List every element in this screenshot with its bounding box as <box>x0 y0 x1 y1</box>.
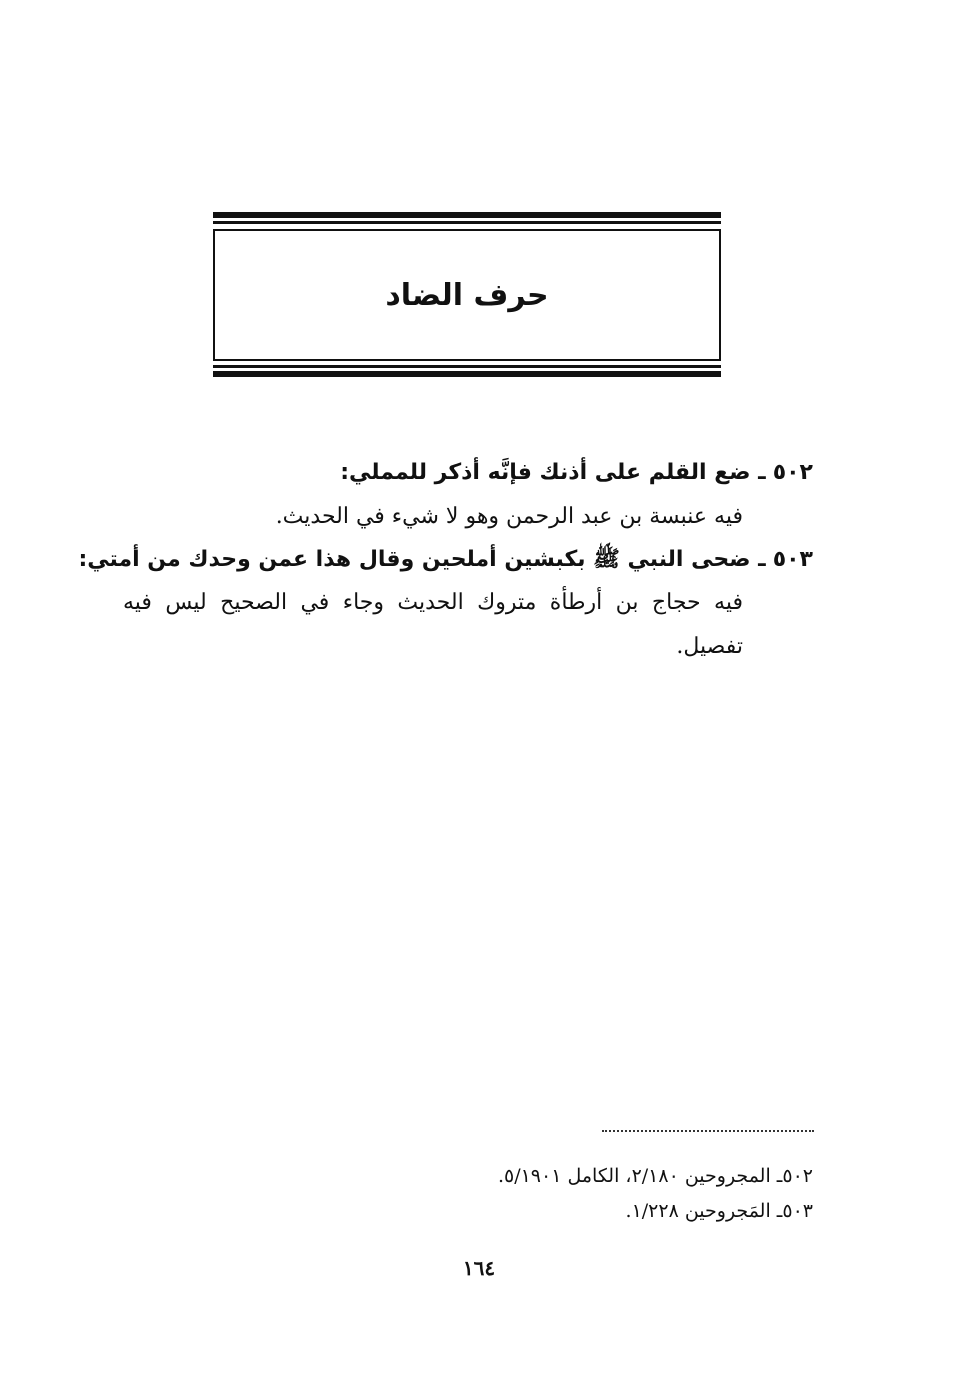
entry-number: ٥٠٢ <box>772 460 813 485</box>
title-frame <box>213 229 721 361</box>
entry-commentary-continued: تفصيل. <box>676 634 743 659</box>
entry-heading: ٥٠٣ ـ ضحى النبي ﷺ بكبشين أملحين وقال هذا عمن وحدك من أمتي: <box>78 547 813 572</box>
title-top-rule-thin <box>213 221 721 224</box>
footnote-separator <box>602 1130 814 1132</box>
entry-commentary: فيه حجاج بن أرطأة متروك الحديث وجاء في الصحيح ليس فيه <box>123 590 743 615</box>
entry-heading: ٥٠٢ ـ ضع القلم على أذنك فإنَّه أذكر للمملي: <box>340 460 813 485</box>
chapter-title: حرف الضاد <box>385 277 549 313</box>
title-bottom-rule-thick <box>213 371 721 377</box>
entry-number: ٥٠٣ <box>772 547 813 572</box>
footnote: ٥٠٢ـ المجروحين ٢/١٨٠، الكامل ٥/١٩٠١. <box>497 1165 813 1187</box>
title-bottom-rule-thin <box>213 365 721 368</box>
entry-text: ضحى النبي ﷺ بكبشين أملحين وقال هذا عمن وحدك من أمتي: <box>78 547 751 572</box>
footnote: ٥٠٣ـ المَجروحين ١/٢٢٨. <box>625 1200 813 1222</box>
page-number: ١٦٤ <box>462 1256 496 1280</box>
title-top-rule-thick <box>213 212 721 218</box>
entry-text: ضع القلم على أذنك فإنَّه أذكر للمملي: <box>340 460 751 485</box>
entry-commentary: فيه عنبسة بن عبد الرحمن وهو لا شيء في الحديث. <box>275 504 743 529</box>
